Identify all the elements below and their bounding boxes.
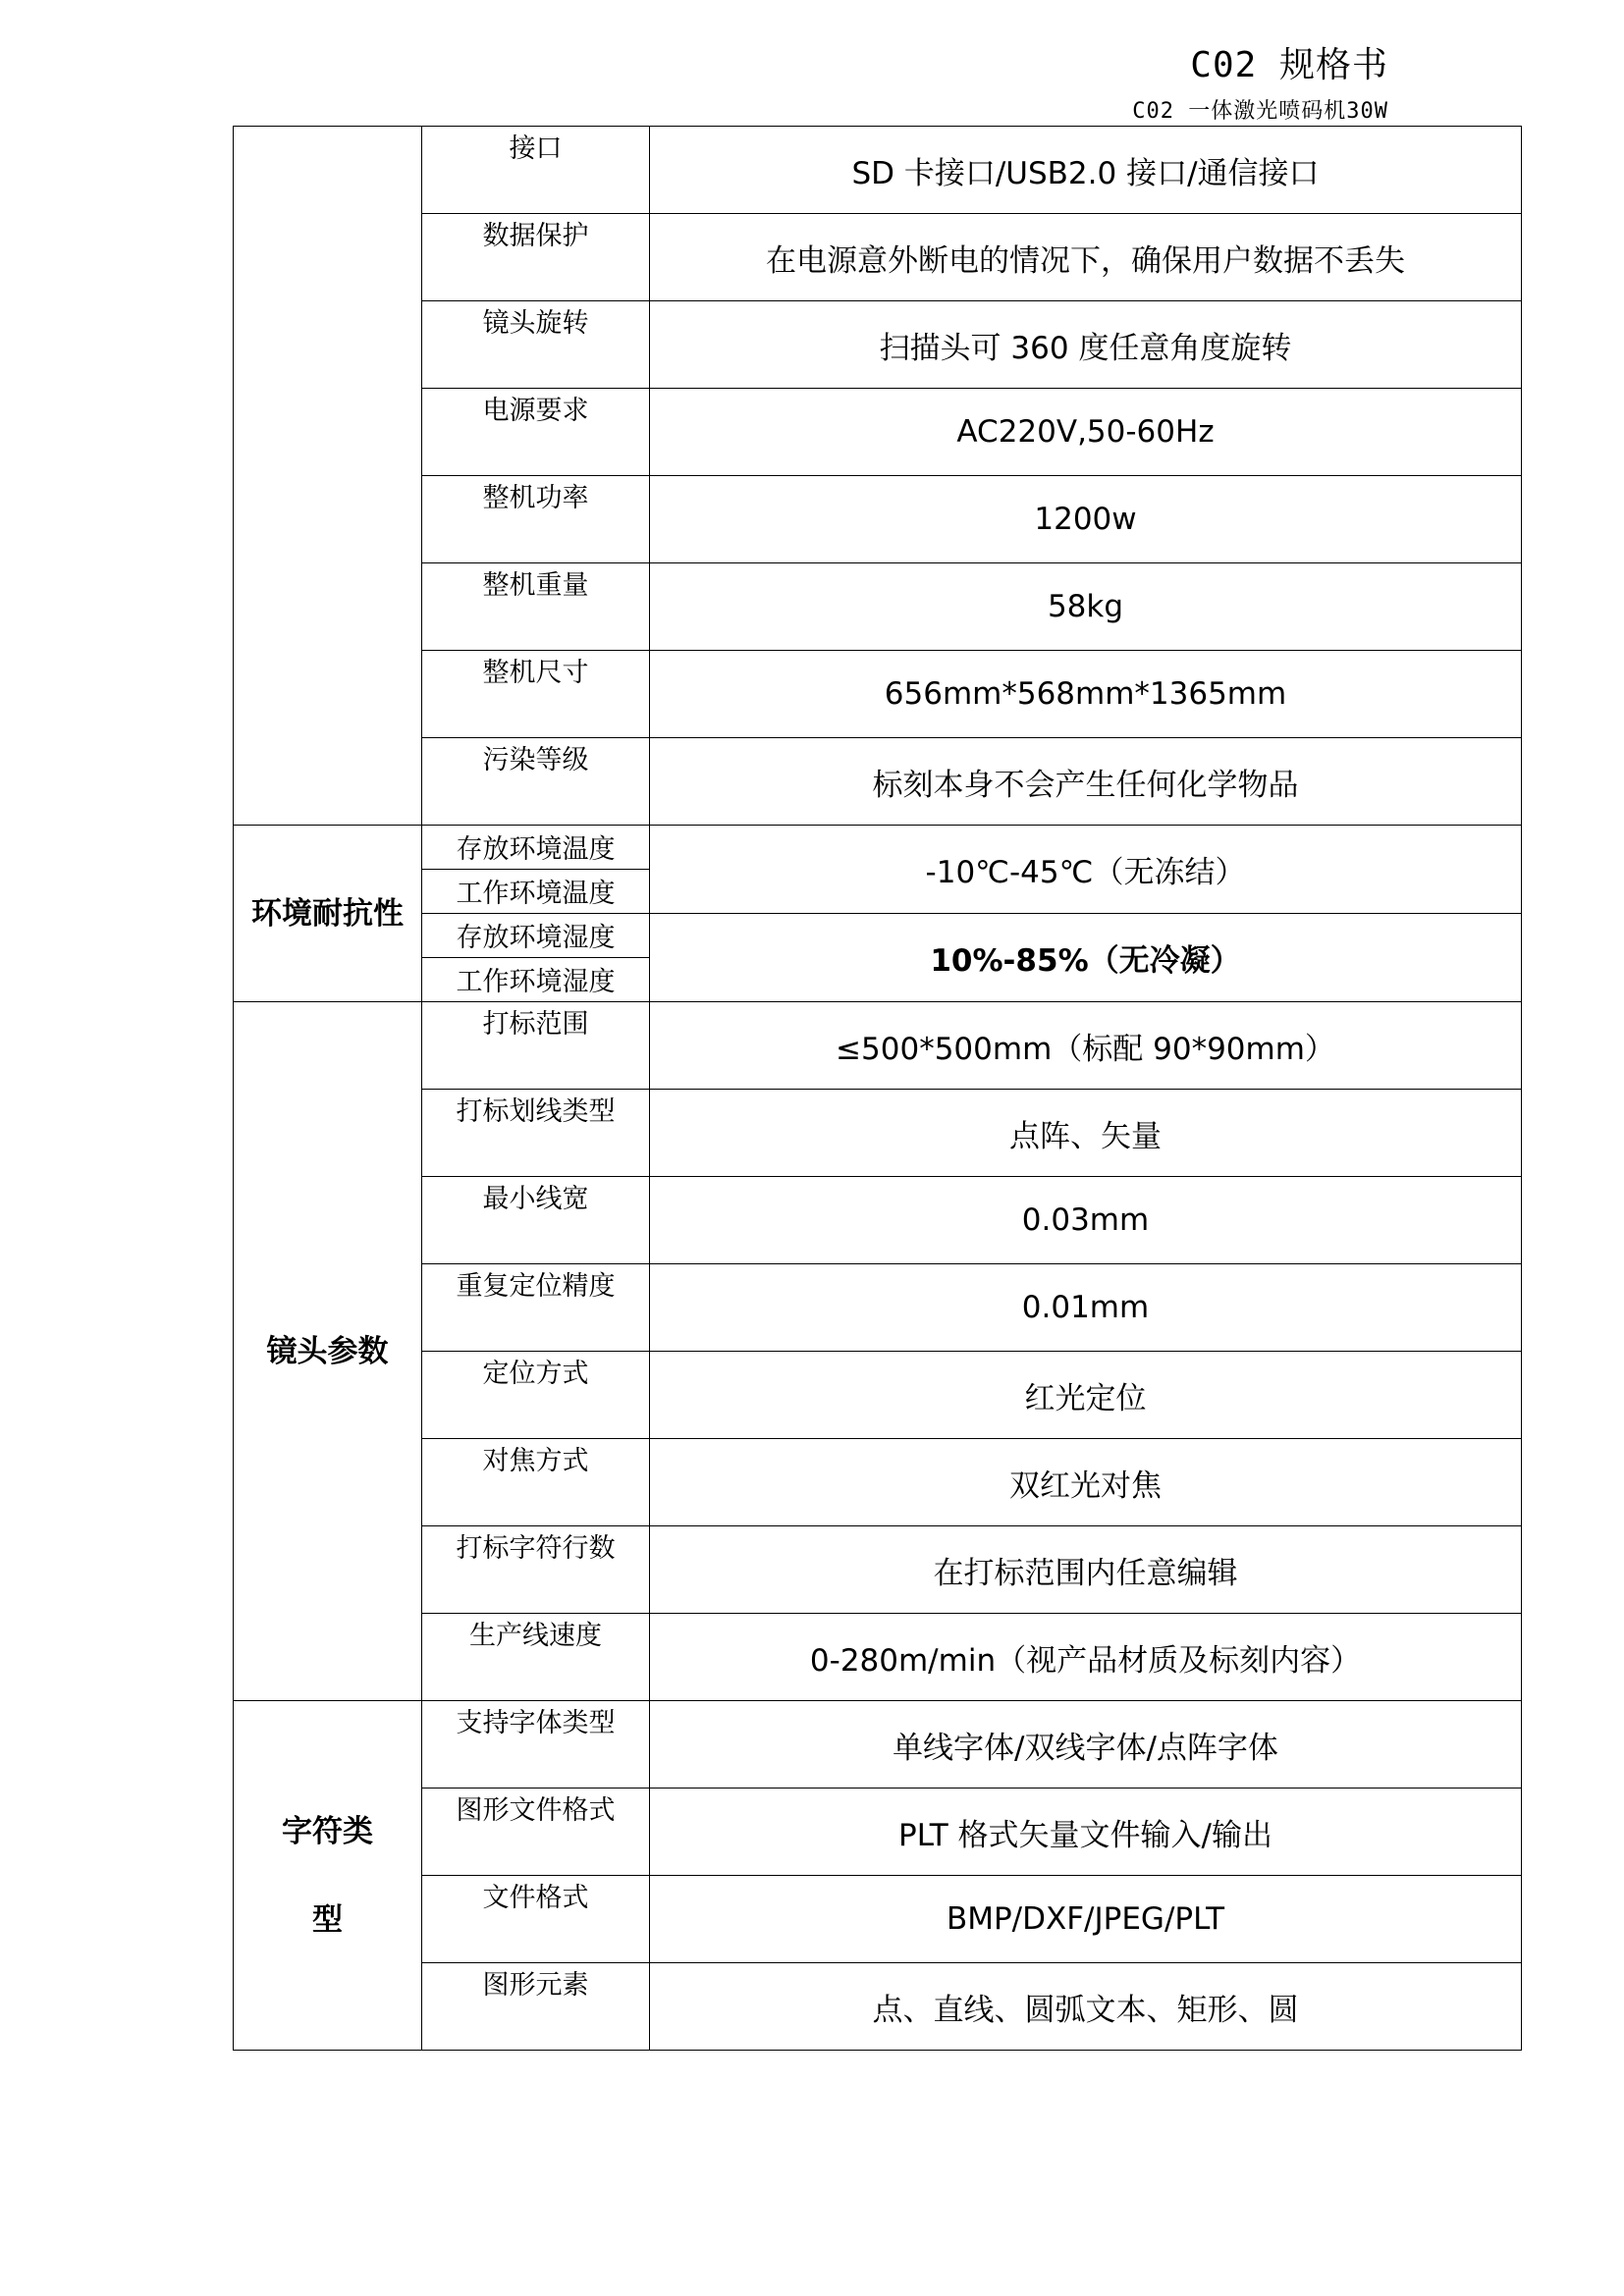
param-name: 工作环境湿度: [422, 958, 650, 1002]
table-row: [234, 651, 1522, 738]
category-cell-general: [234, 127, 422, 826]
document-title: C02 规格书: [1190, 45, 1388, 85]
param-name: 整机重量: [422, 563, 650, 651]
param-name: 电源要求: [422, 389, 650, 476]
table-row: [234, 214, 1522, 301]
table-row: [234, 1177, 1522, 1264]
param-value: 在打标范围内任意编辑: [650, 1526, 1522, 1614]
table-row: [234, 1264, 1522, 1352]
category-cell-environment: 环境耐抗性: [234, 826, 422, 1002]
table-row: [234, 826, 1522, 870]
table-row: [234, 476, 1522, 563]
param-value: -10℃-45℃（无冻结）: [650, 826, 1522, 914]
param-value: 656mm*568mm*1365mm: [650, 651, 1522, 738]
table-row: [234, 914, 1522, 958]
table-row: [234, 1963, 1522, 2051]
table-row: [234, 1614, 1522, 1701]
param-value: ≤500*500mm（标配 90*90mm）: [650, 1002, 1522, 1090]
table-row: [234, 1352, 1522, 1439]
param-value: 单线字体/双线字体/点阵字体: [650, 1701, 1522, 1789]
param-value: 58kg: [650, 563, 1522, 651]
param-value: 点、直线、圆弧文本、矩形、圆: [650, 1963, 1522, 2051]
category-cell-character: 字符类型: [234, 1701, 422, 2051]
table-row: [234, 1090, 1522, 1177]
param-name: 打标范围: [422, 1002, 650, 1090]
param-name: 对焦方式: [422, 1439, 650, 1526]
table-row: [234, 1439, 1522, 1526]
param-value: 标刻本身不会产生任何化学物品: [650, 738, 1522, 826]
param-value: 双红光对焦: [650, 1439, 1522, 1526]
param-name: 污染等级: [422, 738, 650, 826]
category-cell-lens: 镜头参数: [234, 1002, 422, 1701]
param-name: 支持字体类型: [422, 1701, 650, 1789]
param-value: AC220V,50-60Hz: [650, 389, 1522, 476]
param-value: 红光定位: [650, 1352, 1522, 1439]
param-name: 图形文件格式: [422, 1789, 650, 1876]
param-value: 扫描头可 360 度任意角度旋转: [650, 301, 1522, 389]
table-row: [234, 1876, 1522, 1963]
param-value: SD 卡接口/USB2.0 接口/通信接口: [650, 127, 1522, 214]
param-name: 存放环境温度: [422, 826, 650, 870]
param-value: PLT 格式矢量文件输入/输出: [650, 1789, 1522, 1876]
table-row: [234, 738, 1522, 826]
table-row: [234, 1002, 1522, 1090]
param-name: 图形元素: [422, 1963, 650, 2051]
param-name: 打标字符行数: [422, 1526, 650, 1614]
param-name: 打标划线类型: [422, 1090, 650, 1177]
param-name: 定位方式: [422, 1352, 650, 1439]
param-name: 接口: [422, 127, 650, 214]
param-value: 0.03mm: [650, 1177, 1522, 1264]
spec-table: [233, 126, 1522, 2051]
param-value: 1200w: [650, 476, 1522, 563]
table-row: [234, 1526, 1522, 1614]
table-row: [234, 127, 1522, 214]
param-value: BMP/DXF/JPEG/PLT: [650, 1876, 1522, 1963]
param-name: 重复定位精度: [422, 1264, 650, 1352]
param-value: 在电源意外断电的情况下，确保用户数据不丢失: [650, 214, 1522, 301]
param-name: 数据保护: [422, 214, 650, 301]
table-row: [234, 301, 1522, 389]
table-row: [234, 563, 1522, 651]
param-name: 文件格式: [422, 1876, 650, 1963]
param-value: 0.01mm: [650, 1264, 1522, 1352]
param-value: 点阵、矢量: [650, 1090, 1522, 1177]
param-name: 整机尺寸: [422, 651, 650, 738]
param-name: 镜头旋转: [422, 301, 650, 389]
param-name: 工作环境温度: [422, 870, 650, 914]
table-row: [234, 1789, 1522, 1876]
param-value: 0-280m/min（视产品材质及标刻内容）: [650, 1614, 1522, 1701]
param-name: 生产线速度: [422, 1614, 650, 1701]
param-name: 最小线宽: [422, 1177, 650, 1264]
table-row: [234, 1701, 1522, 1789]
document-subtitle: C02 一体激光喷码机30W: [1132, 99, 1388, 124]
param-name: 存放环境湿度: [422, 914, 650, 958]
param-value: 10%-85%（无冷凝）: [650, 914, 1522, 1002]
param-name: 整机功率: [422, 476, 650, 563]
table-row: [234, 389, 1522, 476]
